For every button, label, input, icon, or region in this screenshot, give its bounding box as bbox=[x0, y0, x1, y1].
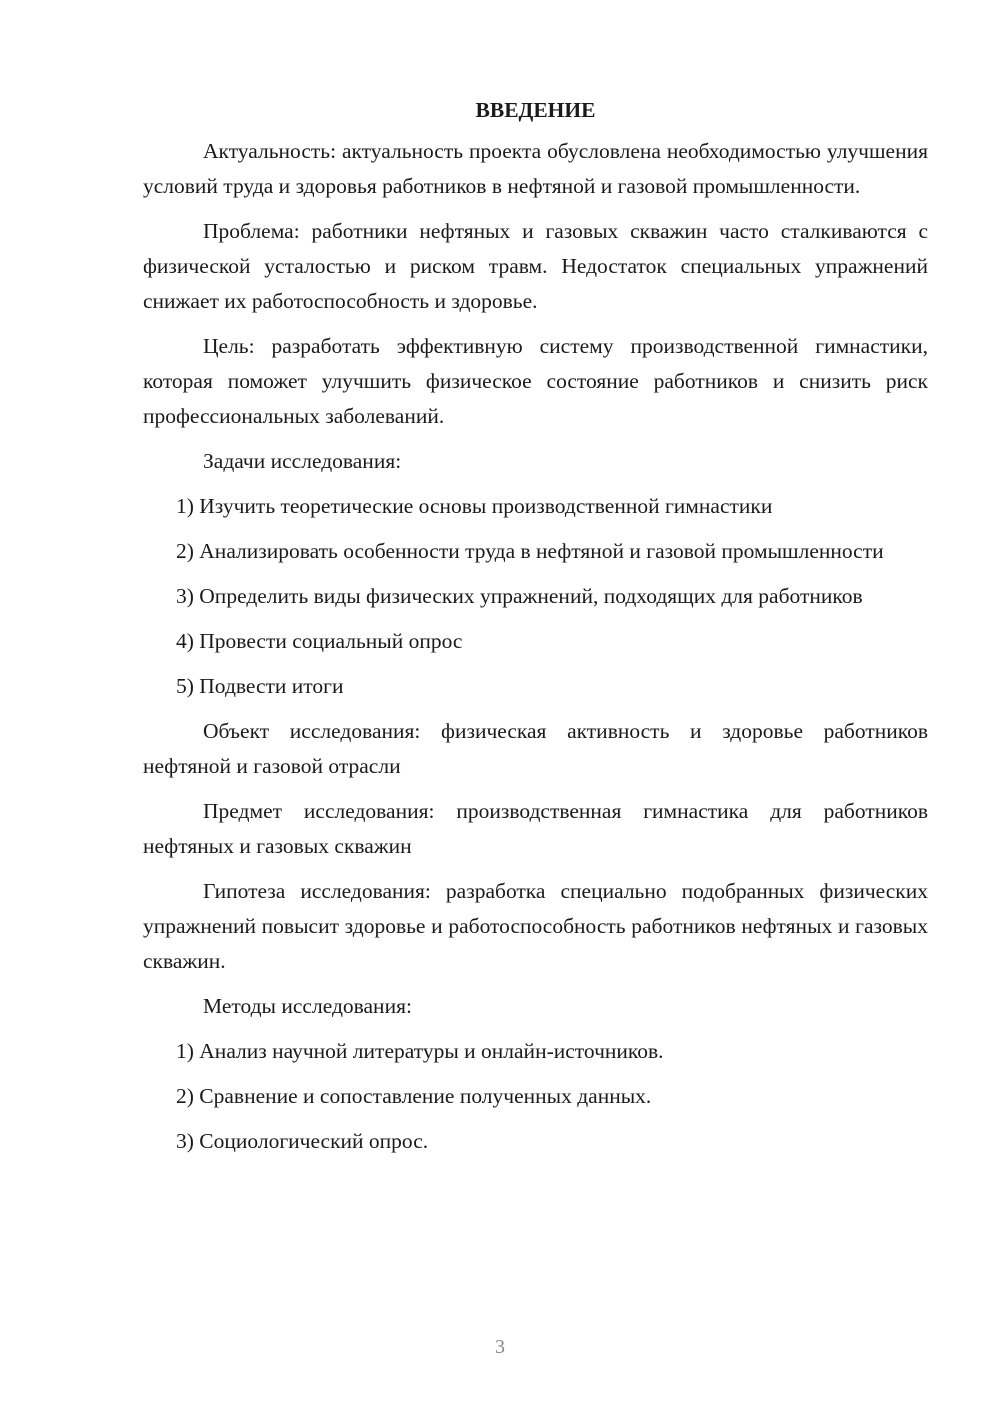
task-item: 3) Определить виды физических упражнений, подходящих для работников bbox=[176, 584, 863, 608]
object-paragraph: Объект исследования: физическая активность и здоровье работников нефтяной и газовой отрасли bbox=[143, 719, 928, 778]
hypothesis-paragraph: Гипотеза исследования: разработка специально подобранных физических упражнений повысит здоровье и работоспособность работников нефтяных и газовых скважин. bbox=[143, 879, 928, 973]
methods-heading: Методы исследования: bbox=[203, 994, 412, 1018]
tasks-heading: Задачи исследования: bbox=[203, 449, 402, 473]
method-item: 3) Социологический опрос. bbox=[176, 1129, 429, 1153]
method-item: 2) Сравнение и сопоставление полученных данных. bbox=[176, 1084, 652, 1108]
subject-paragraph: Предмет исследования: производственная гимнастика для работников нефтяных и газовых скважин bbox=[143, 799, 928, 858]
page-content bbox=[143, 90, 928, 1169]
page-number: 3 bbox=[495, 1336, 505, 1358]
task-item: 5) Подвести итоги bbox=[176, 674, 344, 698]
section-title: ВВЕДЕНИЕ bbox=[475, 98, 596, 122]
problem-paragraph: Проблема: работники нефтяных и газовых скважин часто сталкиваются с физической усталостью и риском травм. Недостаток специальных упражнений снижает их работоспособность и здоровье. bbox=[143, 219, 928, 313]
task-item: 4) Провести социальный опрос bbox=[176, 629, 463, 653]
task-item: 1) Изучить теоретические основы производственной гимнастики bbox=[176, 494, 773, 518]
goal-paragraph: Цель: разработать эффективную систему производственной гимнастики, которая поможет улучшить физическое состояние работников и снизить риск профессиональных заболеваний. bbox=[143, 334, 928, 428]
method-item: 1) Анализ научной литературы и онлайн-источников. bbox=[176, 1039, 664, 1063]
relevance-paragraph: Актуальность: актуальность проекта обусловлена необходимостью улучшения условий труда и здоровья работников в нефтяной и газовой промышленности. bbox=[143, 139, 928, 198]
task-item: 2) Анализировать особенности труда в нефтяной и газовой промышленности bbox=[176, 539, 884, 563]
